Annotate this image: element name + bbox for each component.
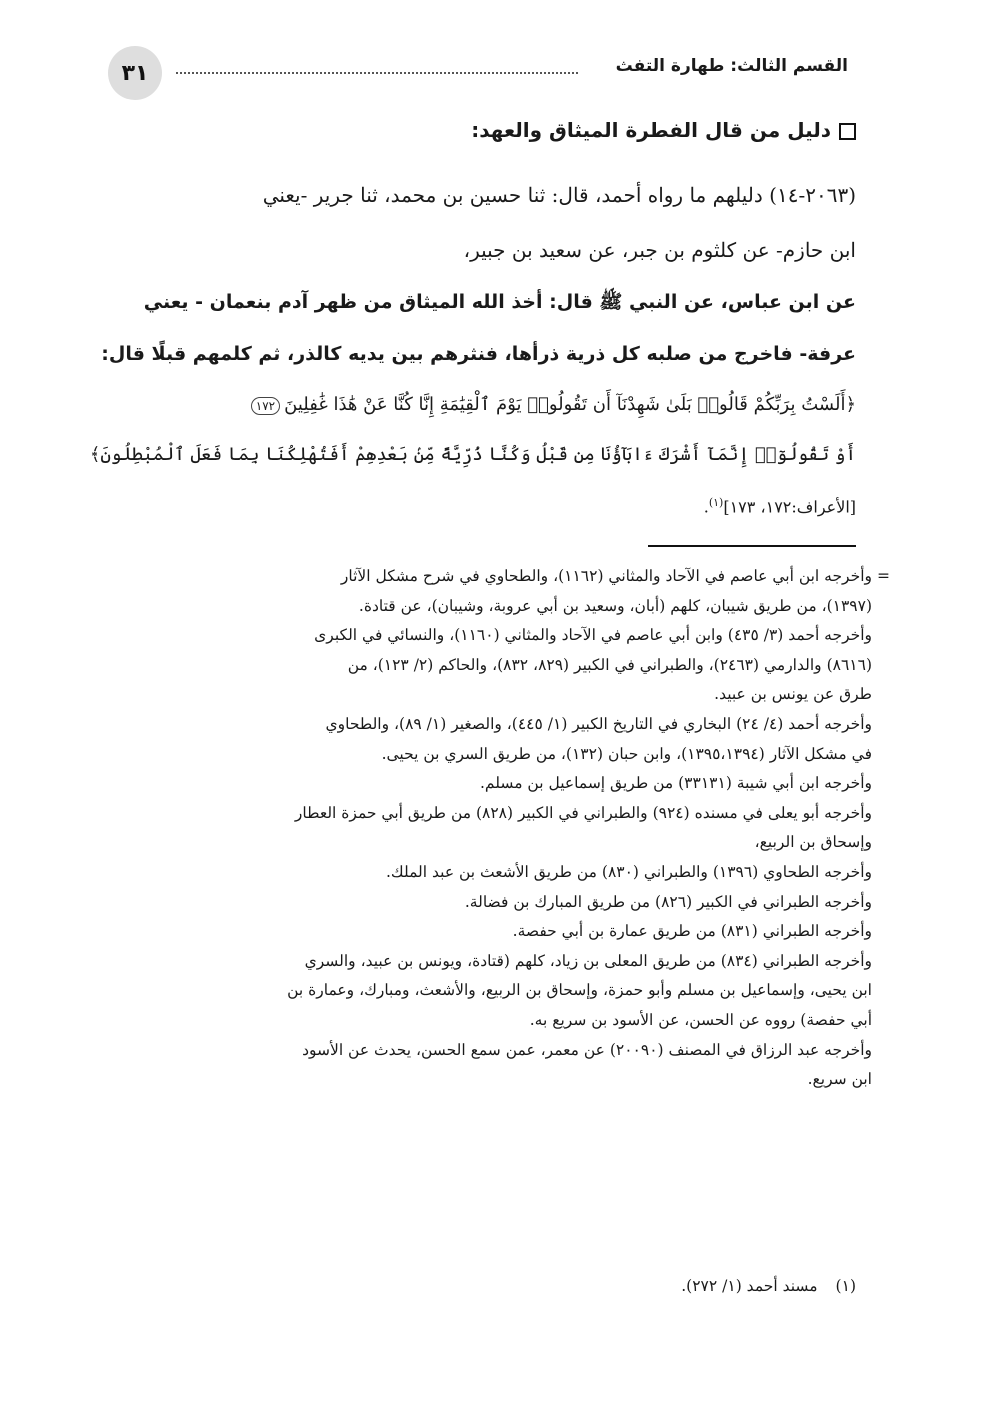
footnote-line: وإسحاق بن الربيع، — [754, 833, 872, 852]
footnote-number: (١) — [835, 1277, 856, 1295]
footnote-line: طرق عن يونس بن عبيد. — [714, 685, 872, 704]
footnote-line: في مشكل الآثار (١٣٩٥،١٣٩٤)، وابن حبان (١٣٢)، من طريق السري بن يحيى. — [381, 744, 872, 763]
footnote-line: وأخرجه أبو يعلى في مسنده (٩٢٤) والطبراني في الكبير (٨٢٨) من طريق أبي حمزة العطار — [294, 803, 872, 822]
verse-number-marker: ١٧٢ — [251, 397, 280, 415]
footnote-line: وأخرجه أحمد (٣/ ٤٣٥) وابن أبي عاصم في الآحاد والمثاني (١١٦٠)، والنسائي في الكبرى — [314, 626, 872, 645]
footnote-1 — [681, 1277, 856, 1295]
footnote-line: ابن يحيى، وإسماعيل بن مسلم وأبو حمزة، وإسحاق بن الربيع، والأشعث، ومبارك، وعمارة بن — [287, 981, 872, 1000]
footnote-line: (٨٦١٦) والدارمي (٢٤٦٣)، والطبراني في الكبير (٨٢٩، ٨٣٢)، والحاكم (٢/ ١٢٣)، من — [347, 655, 872, 674]
section-title: القسم الثالث: طهارة التفث — [615, 56, 848, 76]
verse-line — [118, 380, 856, 430]
footnote-line: وأخرجه الطحاوي (١٣٩٦) والطبراني (٨٣٠) من طريق الأشعث بن عبد الملك. — [385, 862, 872, 881]
footnote-line: وأخرجه ابن أبي شيبة (٣٣١٣١) من طريق إسماعيل بن مسلم. — [480, 774, 872, 793]
footnote-line: أبي حفصة) رووه عن الحسن، عن الأسود بن سريع به. — [529, 1010, 872, 1029]
footnote-ref[interactable]: (١) — [708, 496, 724, 509]
page-number: ٣١ — [108, 46, 162, 100]
footnote-line: وأخرجه عبد الرزاق في المصنف (٢٠٠٩٠) عن معمر، عمن سمع الحسن، يحدث عن الأسود — [302, 1040, 872, 1059]
text-line: عن ابن عباس، عن النبي ﷺ قال: أخذ الله الميثاق من ظهر آدم بنعمان - يعني — [143, 291, 856, 313]
text-line: عرفة- فاخرج من صلبه كل ذرية ذرأها، فنثرهم بين يديه كالذر، ثم كلمهم قبلًا قال: — [101, 343, 856, 365]
heading-text: دليل من قال الفطرة الميثاق والعهد: — [471, 118, 831, 142]
footnote-line: ابن سريع. — [807, 1070, 872, 1089]
verse-text: ﴿أَلَسْتُ بِرَبِّكُمْ قَالُوا۟ بَلَىٰ شَهِدْنَآ أَن تَقُولُوا۟ يَوْمَ ٱلْقِيَٰمَةِ إِنَّا كُنَّا عَنْ هَٰذَا غَٰفِلِينَ — [284, 394, 856, 415]
square-bullet-icon — [839, 123, 856, 140]
text-line: (٢٠٦٣-١٤) دليلهم ما رواه أحمد، قال: ثنا حسين بن محمد، ثنا جرير -يعني — [262, 183, 856, 207]
footnote-line: (١٣٩٧)، من طريق شيبان، كلهم (أبان، وسعيد بن أبي عروبة، وشيبان)، عن قتادة. — [358, 596, 872, 615]
hadith-text — [101, 276, 856, 380]
footnotes — [118, 562, 890, 1095]
hadith-chain — [118, 168, 856, 278]
citation-text: [الأعراف:١٧٢، ١٧٣] — [723, 497, 856, 517]
footnote-line: وأخرجه ابن أبي عاصم في الآحاد والمثاني (١١٦٢)، والطحاوي في شرح مشكل الآثار — [340, 567, 872, 585]
header-dotted-leader — [176, 72, 578, 74]
chapter-heading — [471, 118, 856, 142]
verse-citation: [الأعراف:١٧٢، ١٧٣]$^{(١)}$. — [703, 496, 856, 517]
footnote-line: وأخرجه الطبراني في الكبير (٨٢٦) من طريق المبارك بن فضالة. — [464, 892, 872, 911]
quran-verse — [89, 380, 856, 480]
footnote-line: وأخرجه أحمد (٤/ ٢٤) البخاري في التاريخ الكبير (١/ ٤٤٥)، والصغير (١/ ٨٩)، والطحاوي — [325, 714, 872, 733]
footnote-separator — [648, 545, 856, 547]
footnote-line: وأخرجه الطبراني (٨٣٤) من طريق المعلى بن زياد، كلهم (قتادة، ويونس بن عبيد، والسري — [304, 951, 872, 970]
footnote-line: وأخرجه الطبراني (٨٣١) من طريق عمارة بن أبي حفصة. — [512, 922, 872, 941]
page-header — [108, 50, 848, 94]
verse-line: أَوْ تَقُولُوٓا۟ إِنَّمَآ أَشْرَكَ ءَابَآؤُنَا مِن قَبْلُ وَكُنَّا ذُرِّيَّةً مِّنۢ بَعْدِهِمْ أَفَتُهْلِكُنَا بِمَا فَعَلَ ٱلْمُبْطِلُونَ﴾ — [89, 444, 856, 465]
continuation-mark: = — [877, 567, 890, 585]
footnote-text: مسند أحمد (١/ ٢٧٢). — [681, 1277, 818, 1295]
text-line: ابن حازم- عن كلثوم بن جبر، عن سعيد بن جبير، — [463, 238, 856, 262]
